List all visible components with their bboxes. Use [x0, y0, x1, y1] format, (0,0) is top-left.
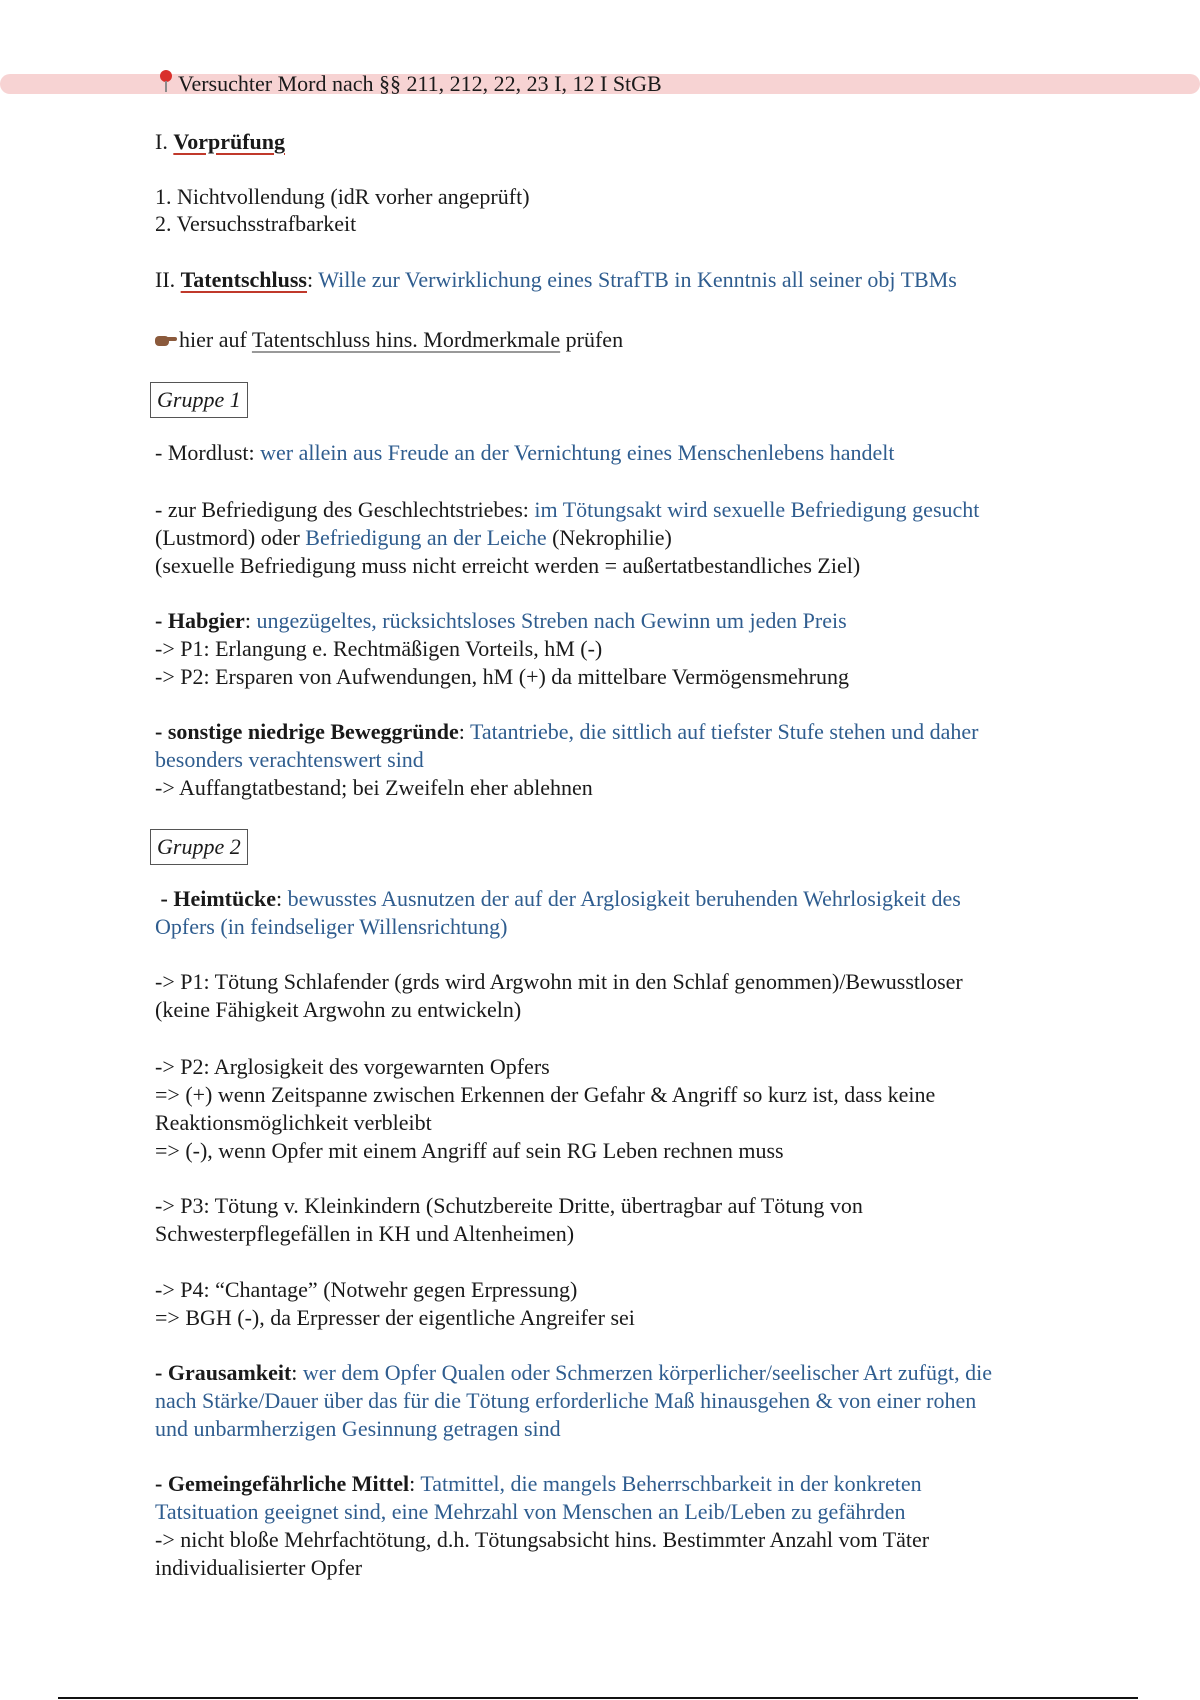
hint-text: prüfen [560, 327, 624, 352]
definition: wer dem Opfer Qualen oder Schmerzen körperlicher/seelischer Art zufügt, die [302, 1360, 992, 1385]
definition: im Tötungsakt wird sexuelle Befriedigung gesucht [534, 497, 980, 522]
problem-line: Reaktionsmöglichkeit verbleibt [155, 1110, 432, 1135]
problem-line: -> P1: Tötung Schlafender (grds wird Argwohn mit in den Schlaf genommen)/Bewusstloser [155, 969, 963, 994]
note-line: individualisierter Opfer [155, 1555, 363, 1580]
problem-line: => BGH (-), da Erpresser der eigentliche Angreifer sei [155, 1305, 635, 1330]
section-number: I. [155, 129, 174, 154]
hint-emphasis: Tatentschluss hins. Mordmerkmale [251, 327, 561, 352]
definition: besonders verachtenswert sind [155, 747, 424, 772]
definition: Tatantriebe, die sittlich auf tiefster Stufe stehen und daher [469, 719, 979, 744]
page-title [158, 69, 662, 98]
title-text: Versuchter Mord nach §§ 211, 212, 22, 23 I, 12 I StGB [178, 71, 662, 96]
gemeingefaehrlich-line: - Gemeingefährliche Mittel: Tatmittel, die mangels Beherrschbarkeit in der konkreten [155, 1471, 922, 1496]
note-line: -> Auffangtatbestand; bei Zweifeln eher ablehnen [155, 775, 593, 800]
section-label: Tatentschluss [180, 267, 307, 292]
problem-line: -> P2: Arglosigkeit des vorgewarnten Opfers [155, 1054, 550, 1079]
definition: nach Stärke/Dauer über das für die Tötung erforderliche Maß hinausgehen & von einer rohen [155, 1388, 977, 1413]
term: sonstige niedrige Beweggründe [167, 719, 459, 744]
hint-text: hier auf [179, 327, 252, 352]
list-item: 2. Versuchsstrafbarkeit [155, 211, 357, 236]
text: (Nekrophilie) [546, 525, 672, 550]
problem-line: => (-), wenn Opfer mit einem Angriff auf sein RG Leben rechnen muss [155, 1138, 784, 1163]
geschlechtstrieb-line-2 [155, 524, 672, 552]
section-tatentschluss: II. Tatentschluss: Wille zur Verwirklichung eines StrafTB in Kenntnis all seiner obj TBMs [155, 267, 957, 292]
definition: Opfers (in feindseliger Willensrichtung) [155, 914, 508, 939]
term: Habgier [167, 608, 245, 633]
mordlust-line [155, 439, 894, 467]
definition: Tatmittel, die mangels Beherrschbarkeit in der konkreten [420, 1471, 922, 1496]
term: - Mordlust: [155, 440, 261, 465]
group-2-label: Gruppe 2 [150, 829, 248, 865]
term: Gemeingefährliche Mittel [167, 1471, 410, 1496]
pointing-hand-icon [155, 333, 177, 347]
problem-line: -> P3: Tötung v. Kleinkindern (Schutzbereite Dritte, übertragbar auf Tötung von [155, 1193, 863, 1218]
problem-line: -> P2: Ersparen von Aufwendungen, hM (+) da mittelbare Vermögensmehrung [155, 664, 850, 689]
geschlechtstrieb-note: (sexuelle Befriedigung muss nicht erreicht werden = außertatbestandliches Ziel) [155, 553, 861, 578]
definition: Befriedigung an der Leiche [305, 525, 547, 550]
hint-line [155, 326, 623, 354]
heimtuecke-line: - Heimtücke: bewusstes Ausnutzen der auf der Arglosigkeit beruhenden Wehrlosigkeit des [155, 886, 961, 911]
problem-line: -> P1: Erlangung e. Rechtmäßigen Vorteils, hM (-) [155, 636, 603, 661]
term: Heimtücke [173, 886, 276, 911]
definition: Tatsituation geeignet sind, eine Mehrzahl von Menschen an Leib/Leben zu gefährden [155, 1499, 906, 1524]
definition: bewusstes Ausnutzen der auf der Arglosigkeit beruhenden Wehrlosigkeit des [287, 886, 961, 911]
sonstige-line: - sonstige niedrige Beweggründe: Tatantriebe, die sittlich auf tiefster Stufe stehen und daher [155, 719, 979, 744]
term: Grausamkeit [167, 1360, 292, 1385]
grausamkeit-line: - Grausamkeit: wer dem Opfer Qualen oder Schmerzen körperlicher/seelischer Art zufügt, die [155, 1360, 992, 1385]
definition: ungezügeltes, rücksichtsloses Streben nach Gewinn um jeden Preis [256, 608, 847, 633]
group-1-label: Gruppe 1 [150, 382, 248, 418]
note-line: -> nicht bloße Mehrfachtötung, d.h. Tötungsabsicht hins. Bestimmter Anzahl vom Täter [155, 1527, 930, 1552]
problem-line: => (+) wenn Zeitspanne zwischen Erkennen der Gefahr & Angriff so kurz ist, dass keine [155, 1082, 936, 1107]
problem-line: Schwesterpflegefällen in KH und Altenheimen) [155, 1221, 575, 1246]
definition: wer allein aus Freude an der Vernichtung eines Menschenlebens handelt [260, 440, 895, 465]
section-number: II. [155, 267, 181, 292]
footer-divider [58, 1697, 1138, 1699]
pin-icon [158, 69, 174, 93]
text: (Lustmord) oder [155, 525, 306, 550]
problem-line: -> P4: “Chantage” (Notwehr gegen Erpressung) [155, 1277, 578, 1302]
habgier-line: - Habgier: ungezügeltes, rücksichtsloses Streben nach Gewinn um jeden Preis [155, 608, 847, 633]
definition: Wille zur Verwirklichung eines StrafTB in Kenntnis all seiner obj TBMs [318, 267, 957, 292]
definition: und unbarmherzigen Gesinnung getragen sind [155, 1416, 561, 1441]
geschlechtstrieb-line [155, 496, 979, 524]
problem-line: (keine Fähigkeit Argwohn zu entwickeln) [155, 997, 522, 1022]
term: - zur Befriedigung des Geschlechtstriebes: [155, 497, 535, 522]
list-item: 1. Nichtvollendung (idR vorher angeprüft) [155, 184, 530, 209]
section-label: Vorprüfung [173, 129, 285, 154]
section-vorpruefung [155, 128, 285, 156]
